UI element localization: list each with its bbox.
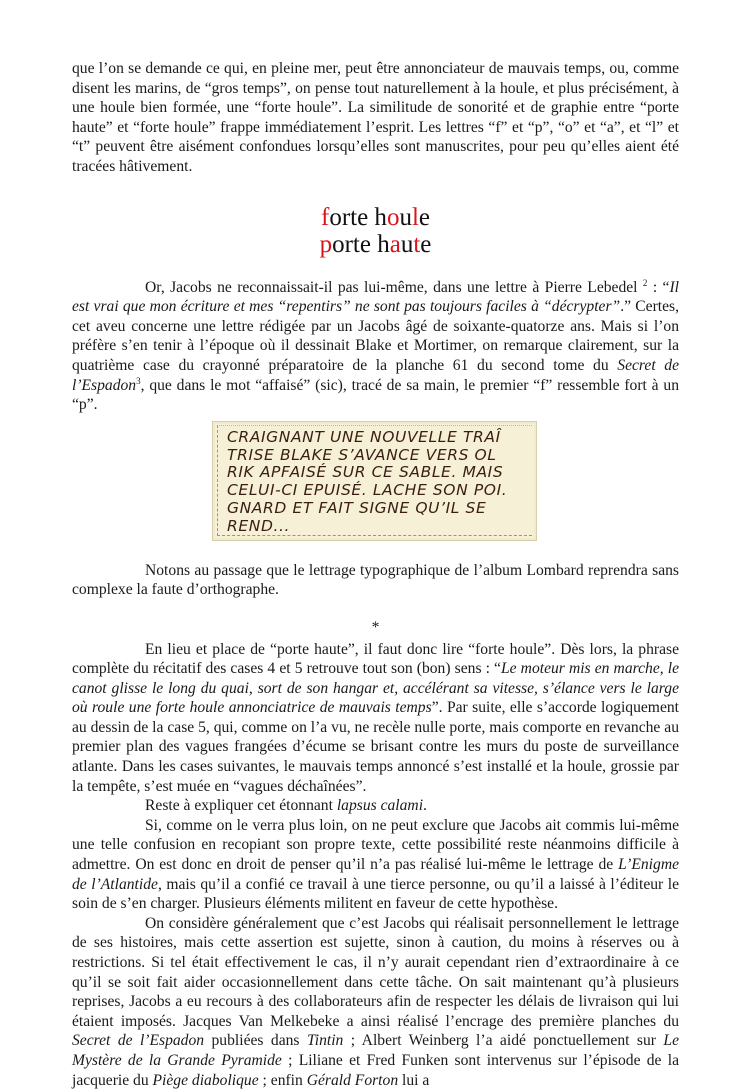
paragraph-lebedel-letter <box>72 278 679 415</box>
highlight-letter: o <box>386 203 400 231</box>
footnote-ref-2[interactable]: 2 <box>642 277 648 288</box>
plain-letters: orte h <box>332 230 390 258</box>
highlight-letter: f <box>320 203 330 231</box>
text: lui a <box>398 1071 430 1089</box>
paragraph-collaborators <box>72 914 679 1090</box>
text: Reste à expliquer cet étonnant <box>145 797 337 815</box>
person-name: Gérald Forton <box>306 1071 399 1089</box>
latin-phrase: lapsus calami <box>336 797 424 815</box>
plain-letters: orte h <box>329 203 387 231</box>
paragraph-continued: que l’on se demande ce qui, en pleine mer, peut être annonciateur de mauvais temps, ou, comme disent les marins, de “gros temps”, on pense tout naturellement à la houle, et plus précisément, à une houle bien formée, une “forte houle”. La similitude de sonorité et de graphie entre “porte haute” et “forte houle” frappe immédiatement l’esprit. Les lettres “f” et “p”, “o” et “a”, et “l” et “t” peuvent être aisément confondues lorsqu’elles sont manuscrites, pour peu qu’elles aient été tracées hâtivement. <box>72 60 679 175</box>
wordplay-title <box>72 204 679 258</box>
paragraph-forte-houle <box>72 640 679 797</box>
highlight-letter: l <box>411 203 419 231</box>
text: ; Albert Weinberg l’a aidé ponctuellement sur <box>343 1032 664 1050</box>
paragraph-lombard: Notons au passage que le lettrage typographique de l’album Lombard reprendra sans complexe la faute d’orthographe. <box>72 561 679 599</box>
paragraph-lapsus <box>72 796 679 816</box>
footnote-ref-3[interactable]: 3 <box>136 375 141 386</box>
text: : “ <box>647 278 670 296</box>
quote-italic: Le moteur mis en marche, le canot glisse le long du quai, sort de son hangar et, accélérant sa vitesse, s’élance vers le large où roule une forte houle annonciatrice de mauvais temps <box>72 660 679 717</box>
figure-container <box>72 415 679 561</box>
highlight-letter: a <box>389 230 401 258</box>
text: En lieu et place de “porte haute”, il faut donc lire “forte houle”. Dès lors, la phrase complète du récitatif des cases 4 et 5 retrouve tout son (bon) sens : “ <box>72 640 679 678</box>
text: ; enfin <box>258 1071 307 1089</box>
plain-letters: u <box>400 230 414 258</box>
text: Or, Jacobs ne reconnaissait-il pas lui-même, dans une lettre à Pierre Lebedel <box>145 278 643 296</box>
text: , que dans le mot “affaisé” (sic), tracé de sa main, le premier “f” ressemble fort à un “p”. <box>72 376 679 414</box>
book-title: Piège diabolique <box>152 1071 259 1089</box>
highlight-letter: p <box>319 230 333 258</box>
title-line-forte-houle <box>72 204 679 231</box>
title-line-porte-haute <box>72 231 679 258</box>
plain-letters: e <box>420 230 432 258</box>
text: ”. Par suite, elle s’accorde logiquement au dessin de la case 5, qui, comme on l’a vu, ne recèle nulle porte, mais comporte en revanche au premier plan des vagues frangées d’écume se brisant contre les murs du poste de surveillance atlante. Dans les cases suivantes, le mauvais temps annoncé s’est installé et la houle, grossie par la tempête, s’est muée en “vagues déchaînées”. <box>72 699 679 795</box>
plain-letters: e <box>418 203 430 231</box>
highlight-letter: t <box>413 230 421 258</box>
handwritten-caption-image <box>212 421 537 541</box>
text: publiées dans <box>204 1032 307 1050</box>
document-page <box>72 59 679 1090</box>
section-separator: * <box>371 618 380 636</box>
text: .” Certes, cet aveu concerne une lettre rédigée par un Jacobs âgé de soixante-quatorze ans. Mais si l’on préfère s’en tenir à l’époque où il dessinait Blake et Mortimer, on remarque clairement, sur la quatrième case du crayonné préparatoire de la planche 61 du second tome du <box>72 298 679 374</box>
text: ; Liliane et Fred Funken sont intervenus sur l’épisode de la jacquerie du <box>72 1051 679 1089</box>
handwritten-text: CRAIGNANT UNE NOUVELLE TRAÎ TRISE BLAKE S’AVANCE VERS OL RIK APFAISÉ SUR CE SABLE. MAIS CELUI-CI EPUISÉ. LACHE SON POI. GNARD ET FAIT SIGNE QU’IL SE REND... <box>227 427 508 535</box>
text: . <box>423 797 427 815</box>
book-title: Secret de l’Espadon <box>72 1032 205 1050</box>
book-title: Secret de l’Espadon <box>72 356 680 394</box>
book-title: L’Enigme de l’Atlantide <box>72 856 679 893</box>
quote-italic: Il est vrai que mon écriture et mes “repentirs” ne sont pas toujours faciles à “décrypter” <box>72 278 679 316</box>
text: On considère généralement que c’est Jacobs qui réalisait personnellement le lettrage de ses histoires, mais cette assertion est sujette, sinon à caution, du moins à réserves ou à restrictions. Si tel était effectivement le cas, il n’y aurait cependant rien d’extraordinaire à ce qu’il se soit fait aider occasionnellement dans cette tâche. On sait maintenant qu’à plusieurs reprises, Jacobs a eu recours à des collaborateurs afin de respecter les délais de livraison qui lui étaient imposés. Jacques Van Melkebeke a ainsi réalisé l’encrage des première planches du <box>72 914 679 1030</box>
magazine-title: Tintin <box>306 1032 344 1050</box>
book-title: Le Mystère de la Grande Pyramide <box>72 1032 679 1069</box>
text: Si, comme on le verra plus loin, on ne peut exclure que Jacobs ait commis lui-même une telle confusion en recopiant son propre texte, cette possibilité reste néanmoins difficile à admettre. On est donc en droit de penser qu’il n’a pas réalisé lui-même le lettrage de <box>72 816 679 874</box>
paragraph-hypothesis <box>72 816 679 914</box>
text: , mais qu’il a confié ce travail à une tierce personne, ou qu’il a laissé à l’éditeur le soin de s’en charger. Plusieurs éléments militent en faveur de cette hypothèse. <box>72 875 680 913</box>
plain-letters: u <box>399 203 412 231</box>
